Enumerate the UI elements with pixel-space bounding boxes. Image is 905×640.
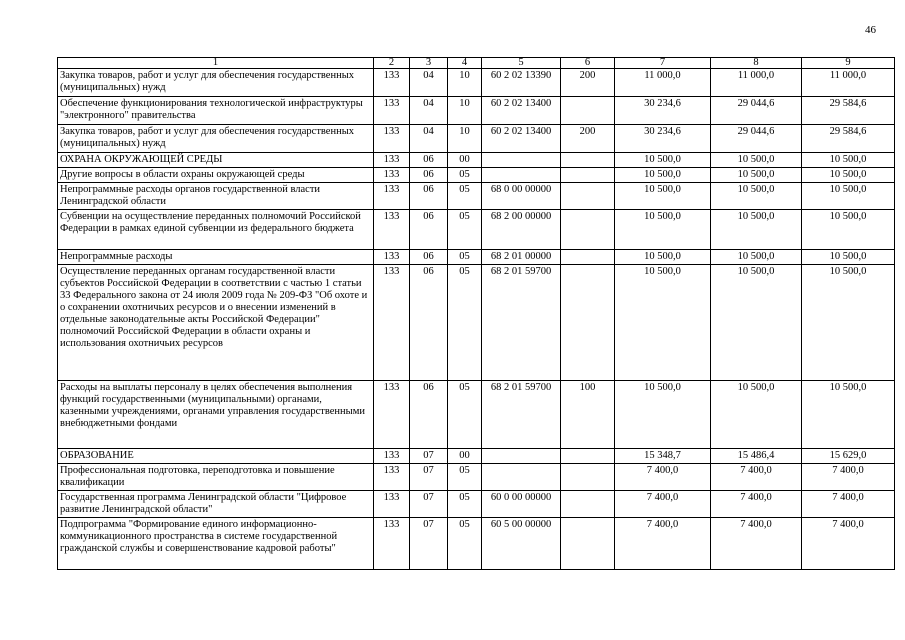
cell-col-9: 7 400,0: [802, 518, 895, 570]
cell-col-7: 7 400,0: [615, 518, 711, 570]
row-description: Непрограммные расходы: [58, 250, 374, 265]
cell-col-9: 10 500,0: [802, 168, 895, 183]
row-description: Непрограммные расходы органов государственной власти Ленинградской области: [58, 183, 374, 210]
cell-col-5: 60 2 02 13390: [482, 69, 561, 97]
cell-col-3: 06: [410, 183, 448, 210]
cell-col-7: 10 500,0: [615, 168, 711, 183]
cell-col-8: 10 500,0: [711, 153, 802, 168]
cell-col-5: 60 5 00 00000: [482, 518, 561, 570]
cell-col-4: 10: [448, 97, 482, 125]
row-description: Подпрограмма "Формирование единого информационно-коммуникационного пространства в системе государственной гражданской службы и совершенствование кадровой работы": [58, 518, 374, 570]
column-header-7: 7: [615, 58, 711, 69]
cell-col-5: 68 2 01 00000: [482, 250, 561, 265]
cell-col-7: 30 234,6: [615, 125, 711, 153]
cell-col-8: 15 486,4: [711, 449, 802, 464]
cell-col-7: 30 234,6: [615, 97, 711, 125]
cell-col-5: 60 0 00 00000: [482, 491, 561, 518]
column-header-8: 8: [711, 58, 802, 69]
cell-col-6: [561, 168, 615, 183]
cell-col-3: 04: [410, 69, 448, 97]
cell-col-8: 29 044,6: [711, 125, 802, 153]
column-header-3: 3: [410, 58, 448, 69]
header-row: [58, 58, 895, 69]
cell-col-7: 15 348,7: [615, 449, 711, 464]
cell-col-6: [561, 97, 615, 125]
budget-table: [57, 57, 895, 570]
cell-col-5: 60 2 02 13400: [482, 125, 561, 153]
cell-col-3: 07: [410, 449, 448, 464]
cell-col-8: 7 400,0: [711, 464, 802, 491]
cell-col-5: [482, 153, 561, 168]
column-header-2: 2: [374, 58, 410, 69]
table-row: [58, 265, 895, 381]
cell-col-9: 11 000,0: [802, 69, 895, 97]
cell-col-4: 05: [448, 183, 482, 210]
table-row: [58, 210, 895, 250]
row-description: ОБРАЗОВАНИЕ: [58, 449, 374, 464]
cell-col-4: 00: [448, 153, 482, 168]
cell-col-2: 133: [374, 97, 410, 125]
cell-col-4: 05: [448, 210, 482, 250]
cell-col-4: 10: [448, 69, 482, 97]
cell-col-3: 06: [410, 153, 448, 168]
cell-col-6: [561, 491, 615, 518]
cell-col-4: 10: [448, 125, 482, 153]
table-row: [58, 153, 895, 168]
cell-col-3: 06: [410, 168, 448, 183]
column-header-4: 4: [448, 58, 482, 69]
cell-col-8: 7 400,0: [711, 491, 802, 518]
cell-col-9: 7 400,0: [802, 464, 895, 491]
cell-col-6: [561, 153, 615, 168]
cell-col-7: 7 400,0: [615, 491, 711, 518]
table-row: [58, 491, 895, 518]
cell-col-2: 133: [374, 464, 410, 491]
cell-col-2: 133: [374, 69, 410, 97]
table-row: [58, 250, 895, 265]
cell-col-6: [561, 265, 615, 381]
row-description: Государственная программа Ленинградской области "Цифровое развитие Ленинградской области": [58, 491, 374, 518]
column-header-6: 6: [561, 58, 615, 69]
table-row: [58, 183, 895, 210]
cell-col-7: 10 500,0: [615, 210, 711, 250]
cell-col-2: 133: [374, 210, 410, 250]
cell-col-2: 133: [374, 265, 410, 381]
cell-col-6: 200: [561, 125, 615, 153]
cell-col-3: 04: [410, 125, 448, 153]
column-header-9: 9: [802, 58, 895, 69]
cell-col-9: 29 584,6: [802, 125, 895, 153]
row-description: Расходы на выплаты персоналу в целях обеспечения выполнения функций государственными (муниципальными) органами, казенными учреждениями, органами управления государственными внебюджетными фондами: [58, 381, 374, 449]
cell-col-3: 06: [410, 210, 448, 250]
cell-col-3: 06: [410, 250, 448, 265]
cell-col-9: 10 500,0: [802, 265, 895, 381]
cell-col-3: 04: [410, 97, 448, 125]
cell-col-5: 68 2 00 00000: [482, 210, 561, 250]
cell-col-6: [561, 183, 615, 210]
cell-col-5: [482, 449, 561, 464]
cell-col-3: 07: [410, 518, 448, 570]
cell-col-2: 133: [374, 449, 410, 464]
table-row: [58, 69, 895, 97]
row-description: Осуществление переданных органам государственной власти субъектов Российской Федерации в соответствии с частью 1 статьи 33 Федерального закона от 24 июля 2009 года № 209-ФЗ "Об охоте и о сохранении охотничьих ресурсов и о внесении изменений в отдельные законодательные акты Российской Федерации" полномочий Российской Федерации в области охраны и использования охотничьих ресурсов: [58, 265, 374, 381]
cell-col-7: 10 500,0: [615, 381, 711, 449]
cell-col-2: 133: [374, 183, 410, 210]
cell-col-4: 00: [448, 449, 482, 464]
cell-col-2: 133: [374, 518, 410, 570]
cell-col-6: 200: [561, 69, 615, 97]
cell-col-6: [561, 210, 615, 250]
cell-col-9: 10 500,0: [802, 183, 895, 210]
cell-col-7: 10 500,0: [615, 183, 711, 210]
cell-col-4: 05: [448, 491, 482, 518]
cell-col-2: 133: [374, 168, 410, 183]
cell-col-5: 68 2 01 59700: [482, 265, 561, 381]
row-description: Субвенции на осуществление переданных полномочий Российской Федерации в рамках единой субвенции из федерального бюджета: [58, 210, 374, 250]
cell-col-3: 07: [410, 464, 448, 491]
cell-col-8: 10 500,0: [711, 183, 802, 210]
cell-col-4: 05: [448, 250, 482, 265]
cell-col-9: 10 500,0: [802, 250, 895, 265]
cell-col-5: 60 2 02 13400: [482, 97, 561, 125]
cell-col-4: 05: [448, 464, 482, 491]
cell-col-9: 10 500,0: [802, 153, 895, 168]
row-description: Другие вопросы в области охраны окружающей среды: [58, 168, 374, 183]
cell-col-8: 10 500,0: [711, 168, 802, 183]
cell-col-2: 133: [374, 491, 410, 518]
cell-col-9: 29 584,6: [802, 97, 895, 125]
cell-col-8: 10 500,0: [711, 250, 802, 265]
cell-col-8: 10 500,0: [711, 265, 802, 381]
cell-col-9: 10 500,0: [802, 381, 895, 449]
table-row: [58, 518, 895, 570]
cell-col-5: [482, 168, 561, 183]
table-row: [58, 168, 895, 183]
row-description: Закупка товаров, работ и услуг для обеспечения государственных (муниципальных) нужд: [58, 125, 374, 153]
table-row: [58, 381, 895, 449]
cell-col-6: 100: [561, 381, 615, 449]
row-description: ОХРАНА ОКРУЖАЮЩЕЙ СРЕДЫ: [58, 153, 374, 168]
cell-col-7: 10 500,0: [615, 265, 711, 381]
cell-col-9: 15 629,0: [802, 449, 895, 464]
cell-col-3: 06: [410, 265, 448, 381]
cell-col-2: 133: [374, 381, 410, 449]
cell-col-6: [561, 464, 615, 491]
cell-col-9: 7 400,0: [802, 491, 895, 518]
cell-col-2: 133: [374, 153, 410, 168]
table-row: [58, 125, 895, 153]
cell-col-3: 07: [410, 491, 448, 518]
cell-col-6: [561, 449, 615, 464]
cell-col-8: 7 400,0: [711, 518, 802, 570]
cell-col-8: 29 044,6: [711, 97, 802, 125]
cell-col-2: 133: [374, 250, 410, 265]
cell-col-3: 06: [410, 381, 448, 449]
cell-col-4: 05: [448, 265, 482, 381]
cell-col-7: 10 500,0: [615, 153, 711, 168]
cell-col-7: 10 500,0: [615, 250, 711, 265]
cell-col-6: [561, 250, 615, 265]
cell-col-2: 133: [374, 125, 410, 153]
cell-col-5: 68 2 01 59700: [482, 381, 561, 449]
row-description: Закупка товаров, работ и услуг для обеспечения государственных (муниципальных) нужд: [58, 69, 374, 97]
table-row: [58, 449, 895, 464]
cell-col-6: [561, 518, 615, 570]
cell-col-9: 10 500,0: [802, 210, 895, 250]
cell-col-8: 10 500,0: [711, 381, 802, 449]
cell-col-7: 7 400,0: [615, 464, 711, 491]
cell-col-7: 11 000,0: [615, 69, 711, 97]
table-row: [58, 97, 895, 125]
cell-col-8: 10 500,0: [711, 210, 802, 250]
row-description: Обеспечение функционирования технологической инфраструктуры "электронного" правительства: [58, 97, 374, 125]
column-header-1: 1: [58, 58, 374, 69]
row-description: Профессиональная подготовка, переподготовка и повышение квалификации: [58, 464, 374, 491]
table-row: [58, 464, 895, 491]
page-number: 46: [865, 24, 876, 36]
cell-col-5: 68 0 00 00000: [482, 183, 561, 210]
cell-col-5: [482, 464, 561, 491]
cell-col-4: 05: [448, 381, 482, 449]
cell-col-4: 05: [448, 518, 482, 570]
cell-col-4: 05: [448, 168, 482, 183]
column-header-5: 5: [482, 58, 561, 69]
cell-col-8: 11 000,0: [711, 69, 802, 97]
